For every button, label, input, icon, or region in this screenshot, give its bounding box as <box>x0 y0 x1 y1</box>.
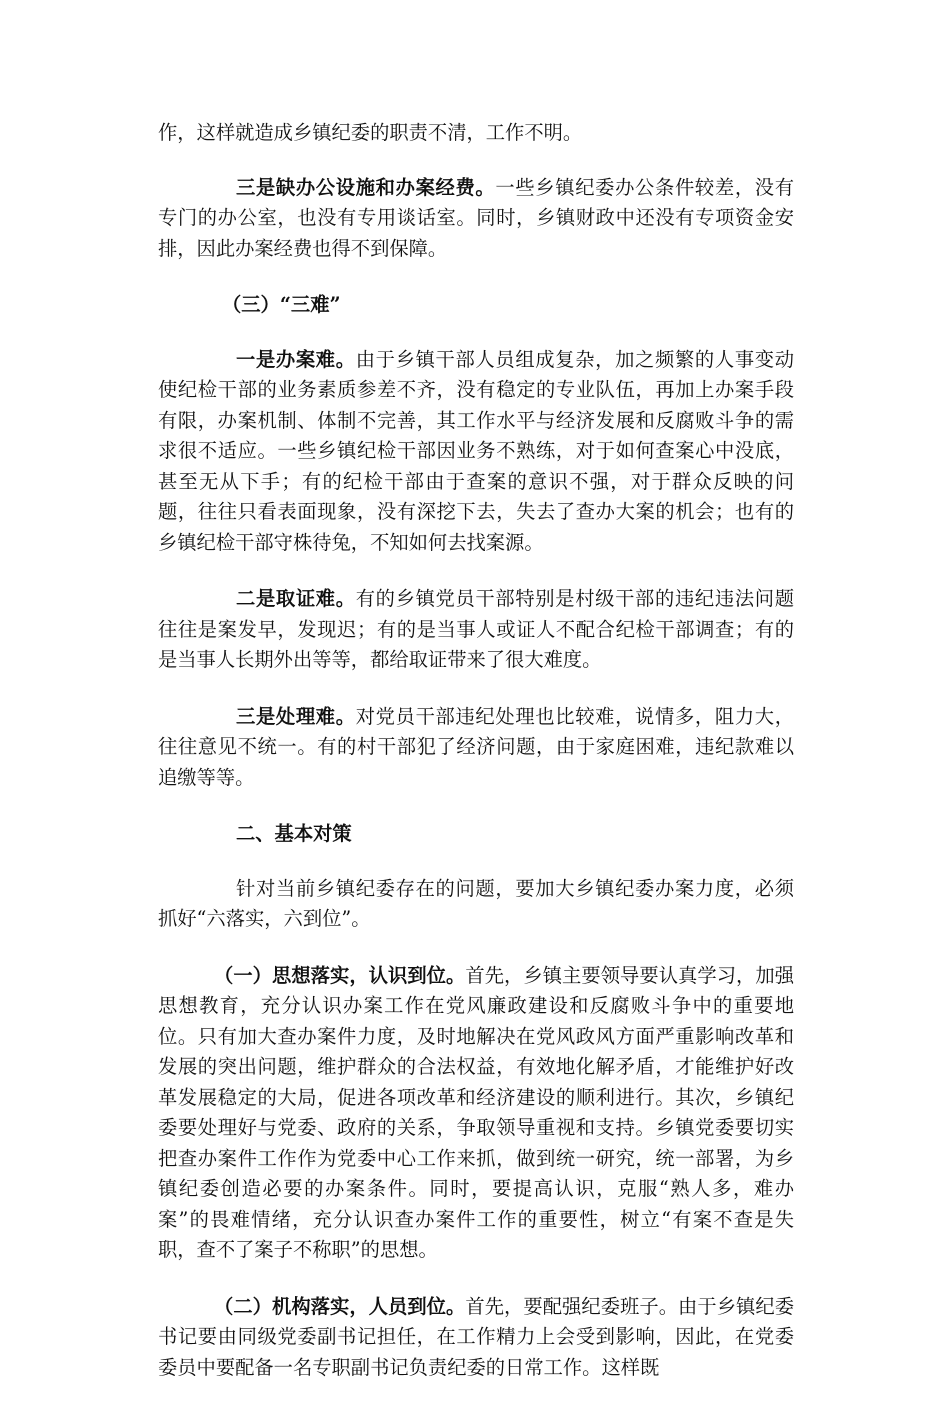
paragraph-lead: 三是处理难。 <box>236 704 356 728</box>
paragraph-text: 作，这样就造成乡镇纪委的职责不清，工作不明。 <box>158 121 583 144</box>
paragraph-text: 对党员干部违纪处理也比较难，说情多，阻力大，往往意见不统一。有的村干部犯了经济问题，由于家庭困难，违纪款难以追缴等等。 <box>158 704 795 789</box>
paragraph-lead: 三是缺办公设施和办案经费。 <box>236 175 496 199</box>
paragraph-lead: 一是办案难。 <box>236 347 356 371</box>
section-heading-three-difficulties <box>158 290 794 321</box>
paragraph-organization-implementation <box>158 1292 794 1384</box>
paragraph-case-difficulty <box>158 345 794 559</box>
paragraph-lead: （一）思想落实，认识到位。 <box>214 963 466 987</box>
paragraph-text: 首先，要配强纪委班子。由于乡镇纪委书记要由同级党委副书记担任，在工作精力上会受到影响，因此，在党委委员中要配备一名专职副书记负责纪委的日常工作。这样既 <box>158 1294 795 1379</box>
paragraph-text: 有的乡镇党员干部特别是村级干部的违纪违法问题往往是案发早，发现迟；有的是当事人或证人不配合纪检干部调查；有的是当事人长期外出等等，都给取证带来了很大难度。 <box>158 587 795 671</box>
paragraph-text: 由于乡镇干部人员组成复杂，加之频繁的人事变动使纪检干部的业务素质参差不齐，没有稳定的专业队伍，再加上办案手段有限，办案机制、体制不完善，其工作水平与经济发展和反腐败斗争的需求很不适应。一些乡镇纪检干部因业务不熟练，对于如何查案心中没底，甚至无从下手；有的纪检干部由于查案的意识不强，对于群众反映的问题，往往只看表面现象，没有深挖下去，失去了查办大案的机会；也有的乡镇纪检干部守株待兔，不知如何去找案源。 <box>158 347 795 554</box>
paragraph-lead: （二）机构落实，人员到位。 <box>214 1294 466 1318</box>
paragraph-evidence-difficulty <box>158 584 794 676</box>
paragraph-continuation <box>158 118 794 149</box>
heading-text: （三）“三难” <box>222 293 341 316</box>
document-body <box>158 118 794 1409</box>
paragraph-text: 一些乡镇纪委办公条件较差，没有专门的办公室，也没有专用谈话室。同时，乡镇财政中还没有专项资金安排，因此办案经费也得不到保障。 <box>158 175 795 260</box>
paragraph-text: 首先，乡镇主要领导要认真学习，加强思想教育，充分认识办案工作在党风廉政建设和反腐败斗争中的重要地位。只有加大查办案件力度，及时地解决在党风政风方面严重影响改革和发展的突出问题，维护群众的合法权益，有效地化解矛盾，才能维护好改革发展稳定的大局，促进各项改革和经济建设的顺利进行。其次，乡镇纪委要处理好与党委、政府的关系，争取领导重视和支持。乡镇党委要切实把查办案件工作作为党委中心工作来抓，做到统一研究，统一部署，为乡镇纪委创造必要的办案条件。同时，要提高认识，克服“熟人多，难办案”的畏难情绪，充分认识查办案件工作的重要性，树立“有案不查是失职，查不了案子不称职”的思想。 <box>158 963 795 1261</box>
paragraph-text: 针对当前乡镇纪委存在的问题，要加大乡镇纪委办案力度，必须抓好“六落实，六到位”。 <box>158 876 794 930</box>
paragraph-lack-facilities <box>158 173 794 265</box>
paragraph-intro-countermeasures <box>158 874 794 935</box>
paragraph-thought-implementation <box>158 961 794 1266</box>
paragraph-lead: 二是取证难。 <box>236 587 356 610</box>
heading-text: 二、基本对策 <box>236 822 352 845</box>
paragraph-handling-difficulty <box>158 702 794 794</box>
section-heading-basic-countermeasures <box>158 819 794 850</box>
